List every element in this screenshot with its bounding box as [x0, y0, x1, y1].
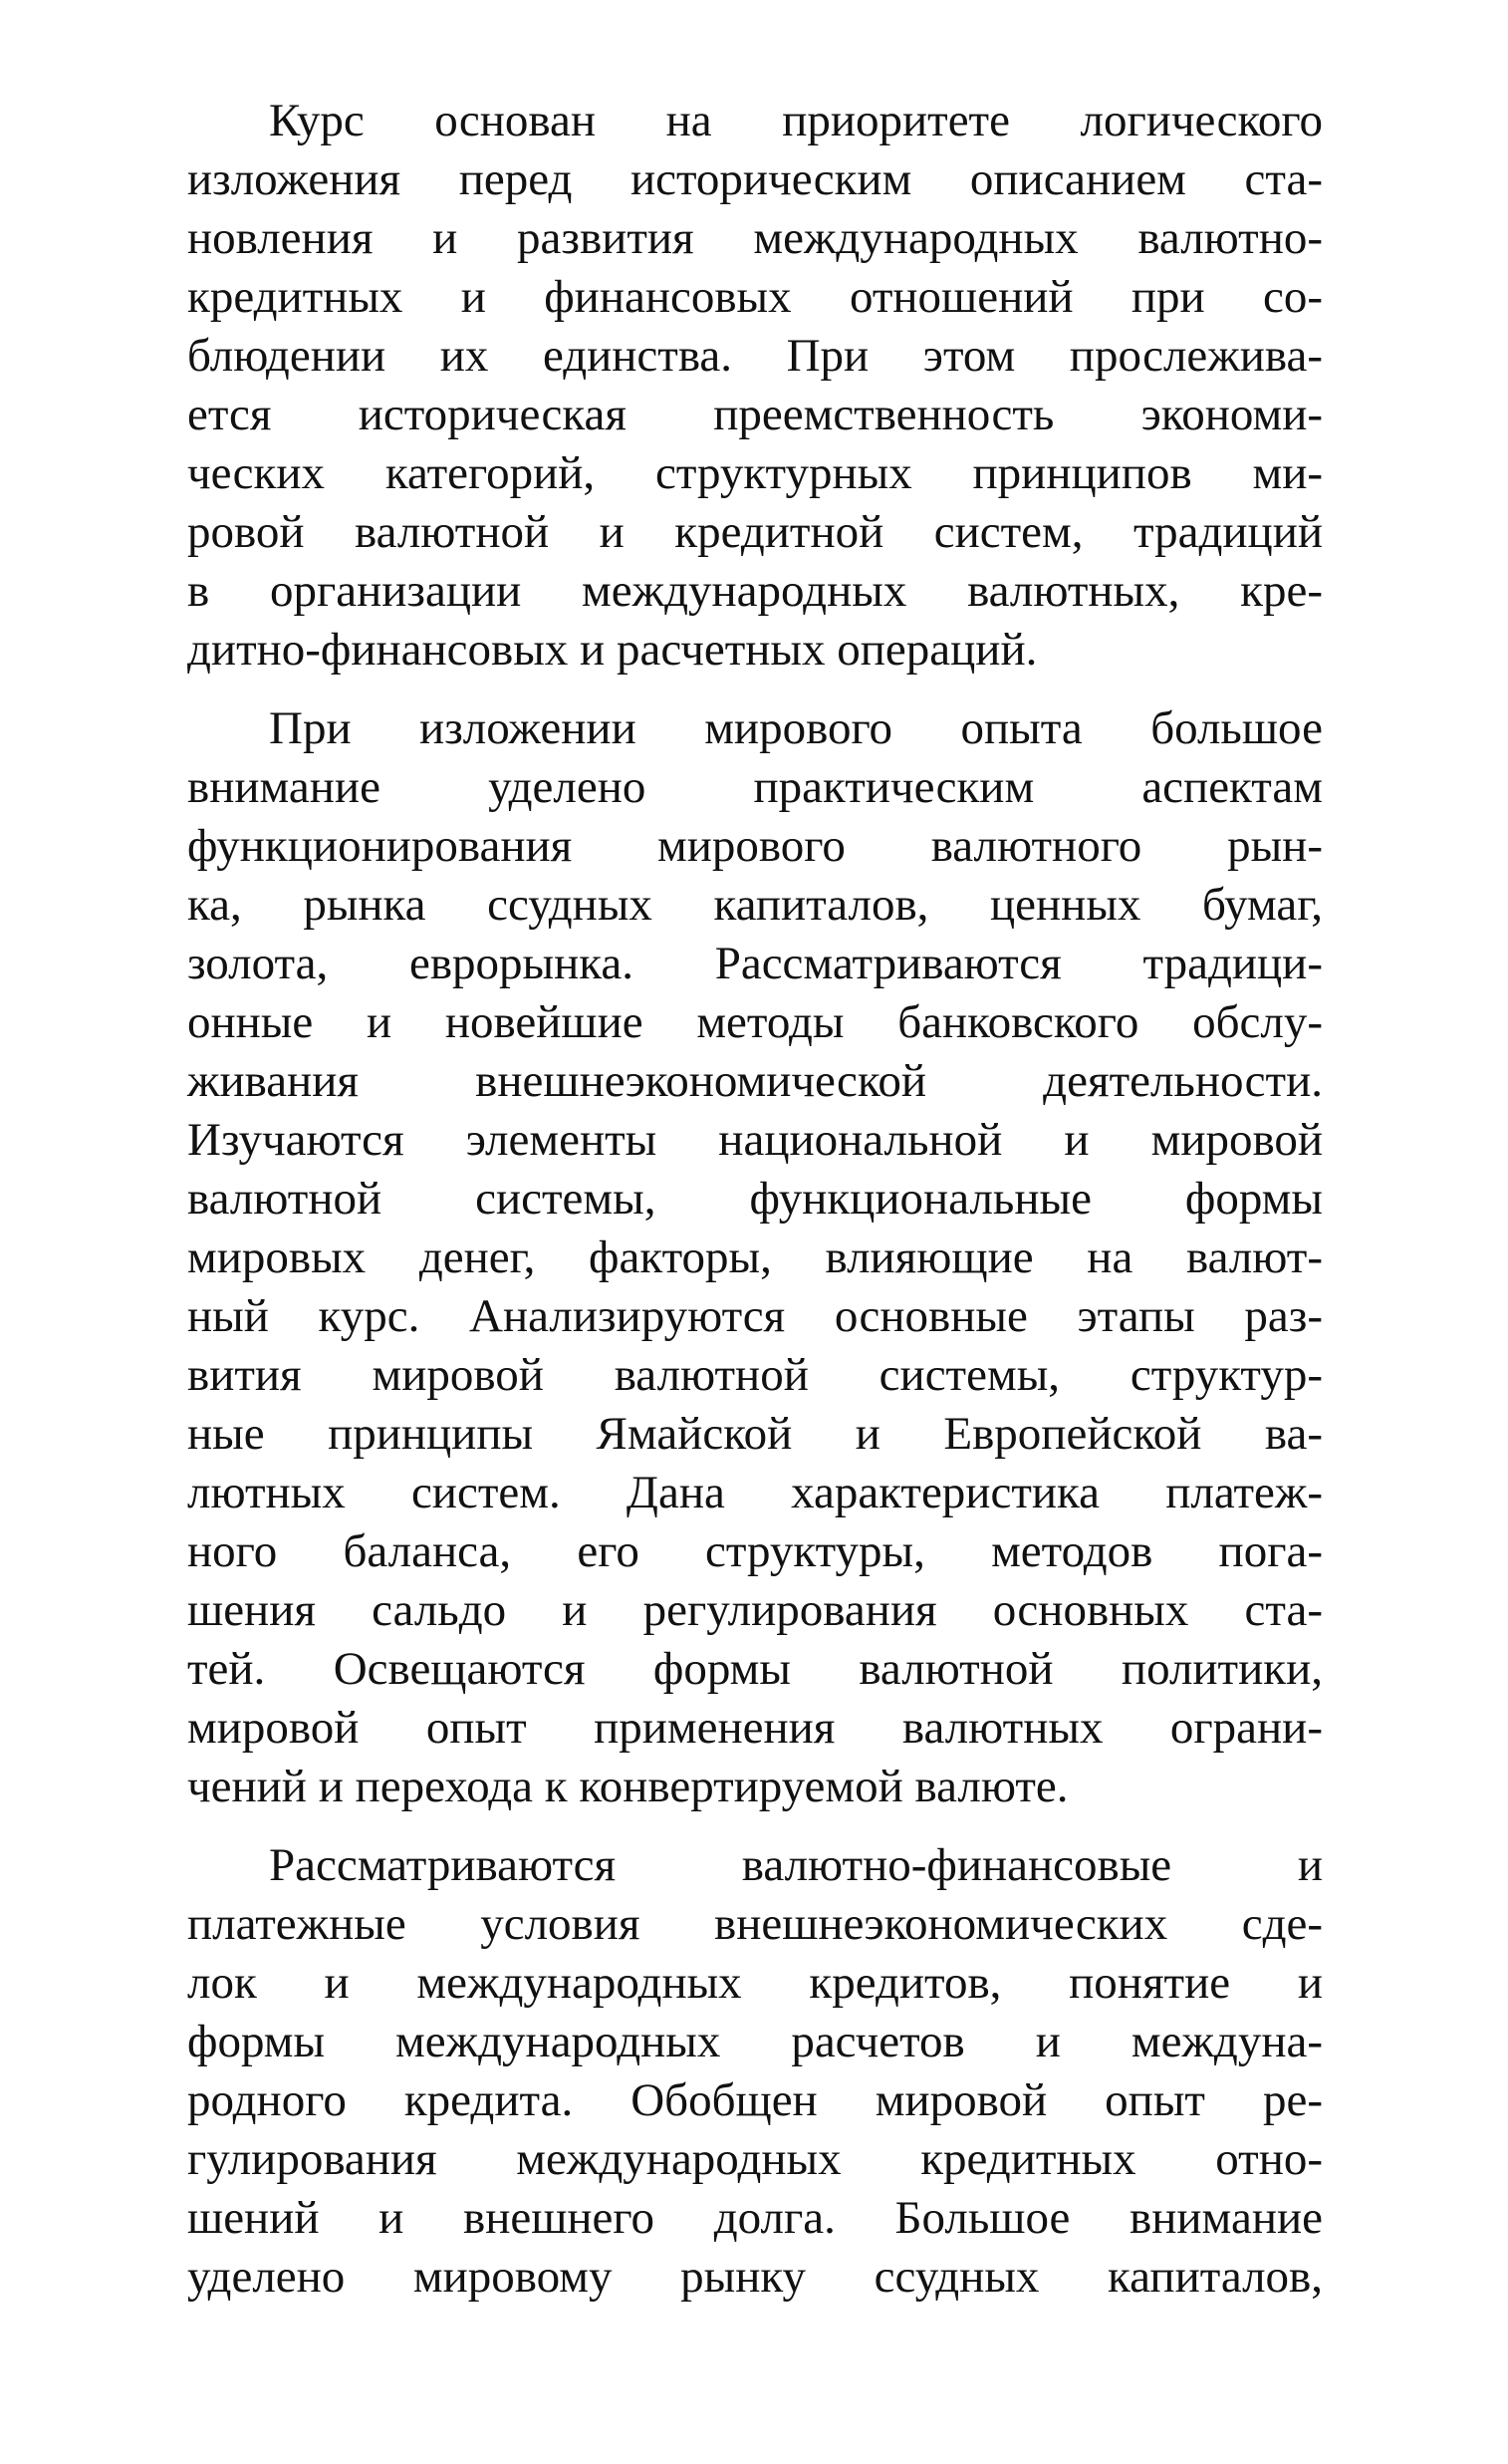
text-line: шений и внешнего долга. Большое внимание — [187, 2192, 1323, 2244]
text-line: новления и развития международных валютно- — [187, 212, 1323, 264]
text-line: Курс основан на приоритете логического — [269, 95, 1323, 146]
text-line: тей. Освещаются формы валютной политики, — [187, 1643, 1323, 1695]
text-line: платежные условия внешнеэкономических сде- — [187, 1898, 1323, 1950]
text-line: дитно-финансовых и расчетных операций. — [187, 624, 1038, 676]
text-line: внимание уделено практическим аспектам — [187, 761, 1323, 813]
text-line: Изучаются элементы национальной и мировой — [187, 1114, 1323, 1166]
text-line: функционирования мирового валютного рын- — [187, 820, 1323, 872]
text-line: мировой опыт применения валютных ограни- — [187, 1702, 1323, 1754]
text-line: вития мировой валютной системы, структур- — [187, 1349, 1323, 1401]
text-line: золота, еврорынка. Рассматриваются традици- — [187, 938, 1323, 989]
text-line: ный курс. Анализируются основные этапы раз- — [187, 1290, 1323, 1342]
text-line: живания внешнеэкономической деятельности. — [187, 1055, 1323, 1107]
text-line: ется историческая преемственность экономи- — [187, 389, 1323, 440]
paragraph-3 — [187, 1836, 1323, 2307]
paragraph-2 — [187, 699, 1323, 1816]
text-line: формы международных расчетов и междуна- — [187, 2016, 1323, 2067]
text-line: кредитных и финансовых отношений при со- — [187, 271, 1323, 323]
text-line: шения сальдо и регулирования основных ста- — [187, 1584, 1323, 1636]
text-line: блюдении их единства. При этом прослежива- — [187, 330, 1323, 382]
document-page — [187, 92, 1323, 2307]
text-line: Рассматриваются валютно-финансовые и — [269, 1839, 1323, 1891]
text-line: валютной системы, функциональные формы — [187, 1173, 1323, 1225]
text-line: мировых денег, факторы, влияющие на валют- — [187, 1232, 1323, 1283]
text-line: ка, рынка ссудных капиталов, ценных бумаг, — [187, 879, 1323, 931]
text-line: чений и перехода к конвертируемой валюте. — [187, 1761, 1069, 1812]
text-line: лок и международных кредитов, понятие и — [187, 1957, 1323, 2009]
paragraph-1 — [187, 92, 1323, 680]
text-line: ного баланса, его структуры, методов пога- — [187, 1525, 1323, 1577]
text-line: в организации международных валютных, кре- — [187, 565, 1323, 617]
text-line: онные и новейшие методы банковского обслу- — [187, 996, 1323, 1048]
text-line: При изложении мирового опыта большое — [269, 702, 1323, 754]
text-line: родного кредита. Обобщен мировой опыт ре- — [187, 2074, 1323, 2126]
text-line: ровой валютной и кредитной систем, традиций — [187, 506, 1323, 558]
text-line: ные принципы Ямайской и Европейской ва- — [187, 1408, 1323, 1460]
text-line: гулирования международных кредитных отно- — [187, 2133, 1323, 2185]
text-line: лютных систем. Дана характеристика платеж- — [187, 1467, 1323, 1518]
text-line: уделено мировому рынку ссудных капиталов, — [187, 2251, 1323, 2303]
text-line: изложения перед историческим описанием ста- — [187, 153, 1323, 205]
text-line: ческих категорий, структурных принципов ми- — [187, 447, 1323, 499]
